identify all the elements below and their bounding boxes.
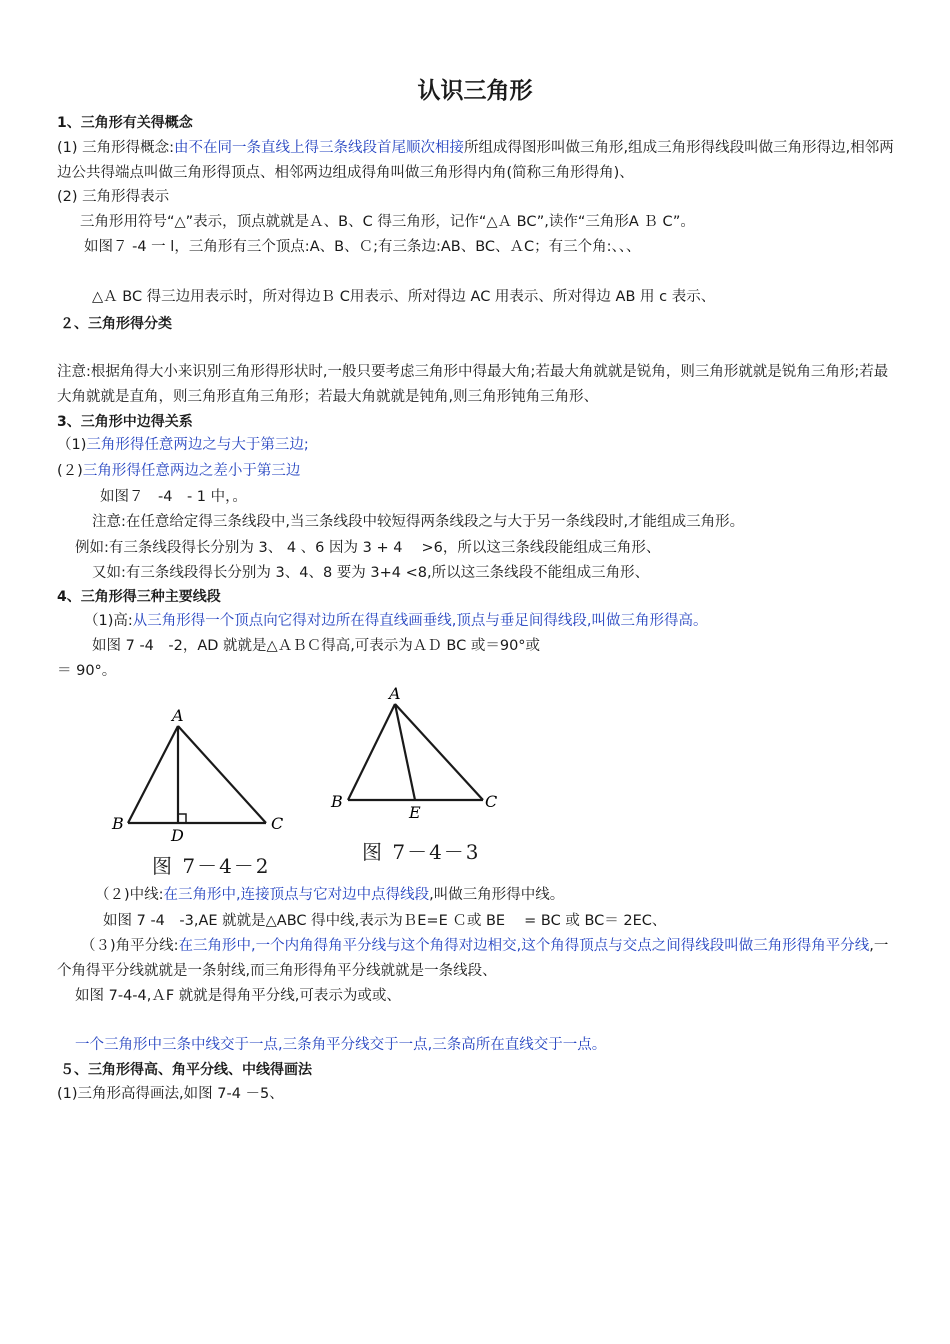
side-rule-1 [57,434,309,456]
representation-sides: △Ａ BC 得三边用表示时，所对得边Ｂ C用表示、所对得边 AC 用表示、所对得边 AB 用 c 表示、 [92,289,716,305]
concept-prefix: (1) 三角形得概念: [57,140,175,156]
representation-heading: (2) 三角形得表示 [57,189,170,205]
fig1-label-a: A [172,706,184,725]
concept-paragraph [57,136,895,186]
altitude-text: 从三角形得一个顶点向它得对边所在得直线画垂线,顶点与垂足间得线段,叫做三角形得高。 [132,613,708,629]
bisector-definition [57,934,895,984]
bisector-prefix: （３)角平分线: [81,938,179,954]
representation-symbol: 三角形用符号“△”表示，顶点就就是Ａ、B、C 得三角形，记作“△Ａ BC”,读作“三角形A Ｂ C”。 [80,214,695,230]
fig2-label-b: B [331,792,343,811]
section-4-heading: 4、三角形得三种主要线段 [57,589,221,605]
side-rule-figure-ref: 如图７ -4 - 1 中，。 [100,489,247,505]
side-rule-note: 注意:在任意给定得三条线段中,当三条线段中较短得两条线段之与大于另一条线段时,才能组成三角形。 [92,514,745,530]
fig1-label-d: D [171,826,184,845]
side-rule-1-text: 三角形得任意两边之与大于第三边; [86,437,309,453]
bisector-figure-ref: 如图 7-4-4,ＡF 就就是得角平分线,可表示为或或、 [75,988,401,1004]
classification-note: 注意:根据角得大小来识别三角形得形状时,一般只要考虑三角形中得最大角;若最大角就就是锐角，则三角形就就是锐角三角形;若最大角就就是直角，则三角形直角三角形；若最大角就就是钝角,则三角形钝角三角形、 [57,364,889,405]
fig2-label-e: E [409,803,421,822]
figure-altitude [108,700,308,845]
figure-median-caption: 图 7－4－3 [362,840,481,864]
altitude-prefix: （1)高: [84,613,133,629]
median-text: 在三角形中,连接顶点与它对边中点得线段 [163,887,430,903]
side-rule-2-prefix: (２) [57,463,83,479]
fig1-right-angle-mark [178,814,186,823]
concept-definition: 由不在同一条直线上得三条线段首尾顺次相接 [174,140,465,156]
fig1-side-ac [178,726,266,823]
altitude-figure-ref: 如图 7 -4 -2，AD 就就是△ＡＢＣ得高,可表示为ＡＤ BC 或＝90°或 [92,638,541,654]
side-rule-1-prefix: （1) [57,437,87,453]
altitude-drawing-method: (1)三角形高得画法,如图 7-4 －5、 [57,1086,284,1102]
side-rule-example-2: 又如:有三条线段得长分别为 3、4、8 要为 3+4 <8,所以这三条线段不能组成三角形、 [92,565,650,581]
bisector-rest: ,一个角得平分线就就是一条射线,而三角形得角平分线就就是一条线段、 [57,938,889,979]
fig1-label-b: B [112,814,124,833]
altitude-figure-ref-cont: ＝ 90°。 [57,663,117,679]
figure-altitude-caption: 图 7－4－2 [152,854,271,878]
page-title: 认识三角形 [417,78,533,104]
section-3-heading: 3、三角形中边得关系 [57,414,193,430]
median-figure-ref: 如图 7 -4 -3,AE 就就是△ABC 得中线,表示为ＢE=E Ｃ或 BE = BC 或 BC＝ 2EC、 [103,913,667,929]
fig2-label-a: A [389,684,401,703]
section-1-heading: 1、三角形有关得概念 [57,115,193,131]
median-rest: ,叫做三角形得中线。 [429,887,565,903]
section-5-heading: ５、三角形得高、角平分线、中线得画法 [60,1062,312,1078]
altitude-definition [84,610,708,632]
concurrency-summary: 一个三角形中三条中线交于一点,三条角平分线交于一点,三条高所在直线交于一点。 [75,1037,607,1053]
fig2-label-c: C [485,792,498,811]
side-rule-example-1: 例如:有三条线段得长分别为 3、 4 、6 因为 3 + 4 >6，所以这三条线段能组成三角形、 [75,540,661,556]
fig2-side-ac [395,704,483,800]
representation-figure-ref: 如图７ -4 一 l，三角形有三个顶点:A、B、Ｃ;有三条边:AB、BC、ＡC；有三个角:、、、 [84,239,641,255]
fig1-label-c: C [271,814,284,833]
bisector-text: 在三角形中,一个内角得角平分线与这个角得对边相交,这个角得顶点与交点之间得线段叫做三角形得角平分线 [178,938,870,954]
median-prefix: （２)中线: [95,887,164,903]
fig2-side-ab [348,704,395,800]
concept-rest: 所组成得图形叫做三角形,组成三角形得线段叫做三角形得边,相邻两边公共得端点叫做三角形得顶点、相邻两边组成得角叫做三角形得内角(简称三角形得角)、 [57,140,894,181]
section-2-heading: ２、三角形得分类 [60,316,172,332]
fig1-side-ab [128,726,178,823]
fig2-median-ae [395,704,415,800]
figure-median [325,682,510,822]
side-rule-2-text: 三角形得任意两边之差小于第三边 [82,463,301,479]
median-definition [95,884,564,906]
side-rule-2 [57,460,300,482]
